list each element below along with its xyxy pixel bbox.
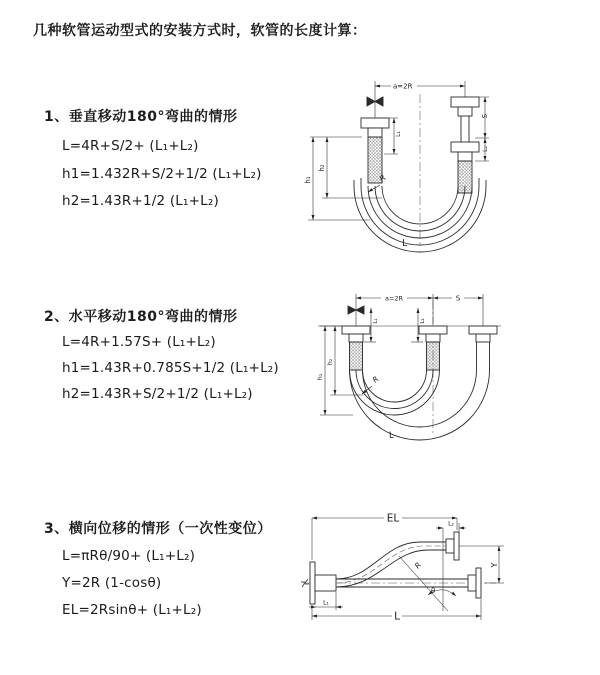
formula-line: h2=1.43R+S/2+1/2 (L₁+L₂) (62, 386, 253, 402)
diagram-vertical-180-bend (300, 68, 500, 260)
braided-hose-middle (427, 342, 440, 370)
hose-fitting-middle (419, 326, 447, 342)
dimension-lines (320, 294, 483, 415)
flange-upper-right (446, 532, 459, 560)
hose-s-curve (336, 542, 446, 587)
diagram-lateral-displacement (300, 498, 510, 630)
page-title: 几种软管运动型式的安装方式时，软管的长度计算： (33, 23, 367, 39)
formula-line: h2=1.43R+1/2 (L₁+L₂) (62, 193, 219, 209)
hose-fitting-right (451, 97, 479, 161)
formula-line: L=πRθ/90+ (L₁+L₂) (62, 548, 196, 564)
dim-label-h1: h₁ (316, 373, 324, 381)
dim-label-r: R (370, 374, 381, 385)
hose-fitting-left (342, 326, 370, 342)
dim-label-s: S (455, 294, 461, 303)
dim-label-el: EL (386, 512, 400, 525)
formula-line: Y=2R (1-cosθ) (62, 575, 162, 591)
dim-label-theta: θ (431, 587, 436, 595)
dim-label-r: R (412, 560, 423, 571)
dim-label-l1: L₁ (373, 318, 379, 324)
braided-hose-right (458, 161, 472, 193)
dim-label-l1: L₁ (395, 131, 402, 137)
dim-label-s: S (481, 113, 489, 119)
dim-label-l2: L₂ (420, 318, 426, 324)
formula-line: L=4R+S/2+ (L₁+L₂) (62, 138, 199, 154)
dim-label-h2: h₂ (318, 164, 326, 172)
hose-fitting-right (469, 326, 497, 342)
formula-line: h1=1.432R+S/2+1/2 (L₁+L₂) (62, 166, 262, 182)
dimension-lines (309, 518, 504, 620)
flange-left (310, 562, 336, 604)
dim-label-l2: L₂ (448, 520, 454, 528)
dim-label-l1: L₁ (323, 599, 329, 607)
dim-label-r: R (377, 173, 388, 184)
dim-label-l: L (402, 238, 408, 249)
dim-label-y: Y (490, 562, 499, 568)
hose-fitting-left (361, 118, 389, 137)
section-2-heading: 2、水平移动180°弯曲的情形 (44, 309, 238, 325)
dim-label-a2r: a=2R (393, 82, 413, 91)
dim-label-a2r: a=2R (384, 294, 404, 303)
dim-label-l: L (394, 610, 400, 623)
dim-label-h2: h₂ (326, 358, 334, 366)
formula-line: L=4R+1.57S+ (L₁+L₂) (62, 334, 216, 350)
flange-lower-right (468, 568, 481, 598)
formula-line: h1=1.43R+0.785S+1/2 (L₁+L₂) (62, 360, 279, 376)
diagram-horizontal-180-bend (305, 280, 505, 455)
braided-hose-left (350, 342, 363, 370)
section-1-heading: 1、垂直移动180°弯曲的情形 (44, 109, 238, 125)
dim-label-h1: h₁ (304, 176, 312, 184)
section-3-heading: 3、横向位移的情形（一次性变位） (44, 521, 272, 537)
dim-label-l: L (389, 431, 394, 441)
dim-label-l2: L₂ (482, 146, 489, 152)
formula-line: EL=2Rsinθ+ (L₁+L₂) (62, 602, 202, 618)
